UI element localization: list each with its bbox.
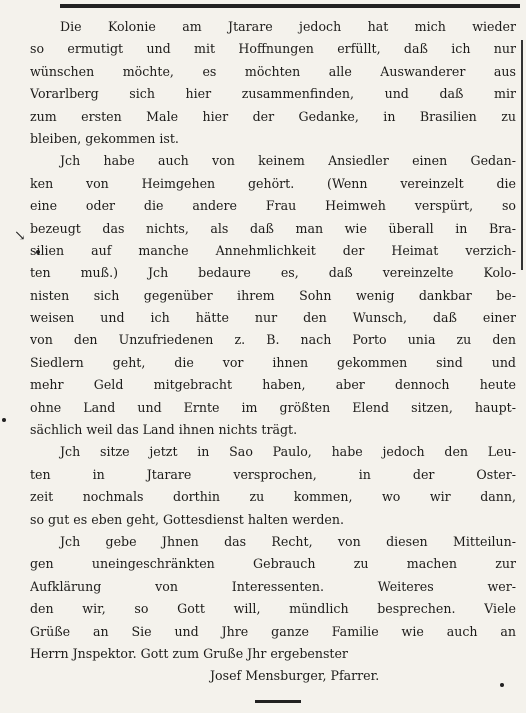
text-line: zeit nochmals dorthin zu kommen, wo wir dann, [30,489,516,505]
text-line: nisten sich gegenüber ihrem Sohn wenig dankbar be- [30,287,516,303]
margin-mark: ↘ [14,228,26,244]
text-line: zum ersten Male hier der Gedanke, in Brasilien zu [30,108,516,124]
paragraph [30,441,516,531]
text-line: so gut es eben geht, Gottesdienst halten werden. [30,511,344,527]
text-line: ten in Jtarare versprochen, in der Oster- [30,466,516,482]
text-line: ten muß.) Jch bedaure es, daß vereinzelte Kolo- [30,265,516,281]
margin-bar [521,40,523,270]
bottom-rule [255,700,301,703]
article-column [30,16,516,688]
text-line: bleiben, gekommen ist. [30,130,179,146]
text-line: Die Kolonie am Jtarare jedoch hat mich wieder [60,19,516,34]
text-line: sächlich weil das Land ihnen nichts trägt. [30,422,298,438]
text-line: Grüße an Sie und Jhre ganze Familie wie auch an [30,623,516,639]
text-line: eine oder die andere Frau Heimweh verspürt, so [30,198,516,214]
text-line: so ermutigt und mit Hoffnungen erfüllt, daß ich nur [30,41,516,57]
paragraph [30,150,516,441]
text-line: wünschen möchte, es möchten alle Auswanderer aus [30,63,516,79]
text-line: Jch sitze jetzt in Sao Paulo, habe jedoch den Leu- [60,444,516,460]
text-line: gen uneingeschränkten Gebrauch zu machen zur [30,556,516,572]
ink-dot [2,418,6,422]
text-line: weisen und ich hätte nur den Wunsch, daß einer [30,310,516,326]
text-line: silien auf manche Annehmlichkeit der Heimat verzich- [30,242,516,258]
text-line: den wir, so Gott will, mündlich besprechen. Viele [30,601,516,617]
text-line: ohne Land und Ernte im größten Elend sitzen, haupt- [30,399,516,415]
text-line: Vorarlberg sich hier zusammenfinden, und daß mir [30,86,516,102]
text-line: ken von Heimgehen gehört. (Wenn vereinzelt die [30,175,516,191]
text-line: mehr Geld mitgebracht haben, aber dennoch heute [30,377,516,393]
text-line: von den Unzufriedenen z. B. nach Porto unia zu den [30,332,516,348]
text-line: Herrn Jnspektor. Gott zum Gruße Jhr ergebenster [30,645,348,661]
top-rule [60,4,520,8]
text-line: Jch habe auch von keinem Ansiedler einen Gedan- [60,153,516,169]
text-line: Siedlern geht, die vor ihnen gekommen sind und [30,354,516,370]
signature: Josef Mensburger, Pfarrer. [210,668,380,684]
paragraph [30,16,516,150]
text-line: bezeugt das nichts, als daß man wie überall in Bra- [30,220,516,236]
text-line: Jch gebe Jhnen das Recht, von diesen Mitteilun- [60,533,516,549]
paragraph [30,531,516,665]
text-line: Aufklärung von Interessenten. Weiteres wer- [30,578,516,594]
